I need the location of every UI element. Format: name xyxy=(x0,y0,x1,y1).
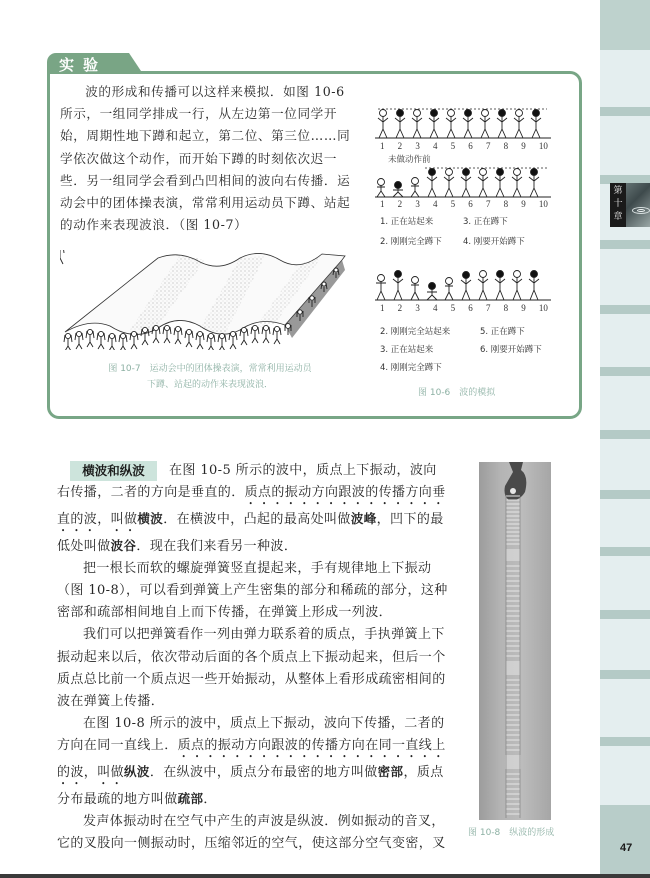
figure-number: 7 xyxy=(485,199,491,209)
experiment-text xyxy=(60,81,360,236)
figure-number: 8 xyxy=(503,199,509,209)
figure-number: 6 xyxy=(468,199,473,209)
experiment-tab-label: 实验 xyxy=(59,56,108,74)
text-run: ．在横波中，凸起的最高处叫做 xyxy=(163,512,351,528)
side-band xyxy=(600,305,650,314)
text-run: 在图 10-5 所示的波中，质点上下振动，波向右传播，二者的方向是垂直的． xyxy=(57,463,437,501)
text-run: ．在纵波中，质点分布最密的地方叫做 xyxy=(149,764,378,780)
legend-item: 5. 正在蹲下 xyxy=(480,327,525,337)
side-band xyxy=(600,490,650,499)
paragraph-longitudinal xyxy=(57,713,449,811)
legend-item: 3. 正在站起来 xyxy=(380,345,434,355)
text-run: ．现在我们来看另一种波． xyxy=(136,539,298,555)
chapter-label xyxy=(610,183,626,227)
chapter-tab xyxy=(610,183,650,227)
side-band xyxy=(600,107,650,116)
figure-number: 1 xyxy=(380,199,385,209)
legend-item: 4. 刚刚完全蹲下 xyxy=(380,363,442,373)
figure-number: 4 xyxy=(432,199,438,209)
side-band xyxy=(600,737,650,746)
figure-10-6-caption: 图 10-6 波的模拟 xyxy=(418,388,496,398)
side-band xyxy=(600,670,650,679)
paragraph-spring: 把一根长而软的螺旋弹簧竖直提起来，手有规律地上下振动（图 10-8），可以看到弹簧上产生密集的部分和稀疏的部分，这种密部和疏部相间地自上而下传播，在弹簧上形成一列波． xyxy=(57,561,448,621)
figure-number: 9 xyxy=(521,199,526,209)
side-band xyxy=(600,547,650,556)
figure-numbers-row-2 xyxy=(375,199,555,209)
text-run: ． xyxy=(203,791,217,807)
paragraph-sound-wave: 发声体振动时在空气中产生的声波是纵波．例如振动的音叉，它的叉股向一侧振动时，压缩邻近的空气，使这部分空气变密，叉 xyxy=(57,814,446,852)
figure-10-8-caption: 图 10-8 纵波的形成 xyxy=(468,828,555,838)
legend-item: 4. 刚要开始蹲下 xyxy=(463,237,525,247)
figure-number: 10 xyxy=(538,199,548,209)
legend-item: 3. 正在蹲下 xyxy=(463,217,508,227)
caption-line: 图 10-7 运动会中的团体操表演，常常利用运动员 xyxy=(108,364,312,374)
figure-number: 5 xyxy=(450,199,456,209)
figure-numbers-row-1 xyxy=(375,141,555,151)
chapter-char: 十 xyxy=(613,199,623,209)
figure-number: 5 xyxy=(450,303,456,313)
figure-number: 7 xyxy=(485,303,491,313)
experiment-tab xyxy=(47,53,129,74)
emphasized-definition: 质点的振动方向跟波的传播方向垂直的波，叫做 xyxy=(57,485,446,528)
legend-item: 2. 刚刚完全站起来 xyxy=(380,327,451,337)
figure-numbers-row-3 xyxy=(375,303,555,313)
legend-item: 2. 刚刚完全蹲下 xyxy=(380,237,442,247)
figure-number: 7 xyxy=(485,141,491,151)
term-trough: 波谷 xyxy=(110,538,137,554)
figure-number: 1 xyxy=(380,141,385,151)
figure-number: 2 xyxy=(397,303,403,313)
section-heading-badge: 横波和纵波 xyxy=(70,461,157,481)
term-longitudinal-wave: 纵波 xyxy=(124,763,150,779)
figure-number: 3 xyxy=(415,303,420,313)
side-band xyxy=(600,367,650,376)
figure-10-7-caption xyxy=(60,361,360,393)
paragraph-spring-particles: 我们可以把弹簧看作一列由弹力联系着的质点，手执弹簧上下振动起来以后，依次带动后面的各个质点上下振动起来，但后一个质点总比前一个质点迟一些开始振动，从整体上看形成疏密相间的波在弹簧上传播． xyxy=(57,627,446,709)
chapter-char: 章 xyxy=(613,212,623,222)
figure-number: 10 xyxy=(538,141,548,151)
figure-number: 4 xyxy=(432,141,438,151)
experiment-paragraph: 波的形成和传播可以这样来模拟．如图 10-6 所示，一组同学排成一行，从左边第一位同学开始，周期性地下蹲和起立，第二位、第三位……同学依次做这个动作，而开始下蹲的时刻依次迟一些．另一组同学会看到凸凹相间的波向右传播．运动会中的团体操表演，常常利用运动员下蹲、站起的动作来表现波浪．（图 10-7） xyxy=(60,84,351,233)
row-1-label: 未做动作前 xyxy=(388,155,431,165)
side-band xyxy=(600,610,650,619)
figure-10-8-spring-photo xyxy=(479,462,551,820)
side-band xyxy=(600,430,650,439)
figure-number: 6 xyxy=(468,303,473,313)
bottom-edge xyxy=(0,874,650,878)
figure-number: 4 xyxy=(432,303,438,313)
term-crest: 波峰 xyxy=(350,511,377,527)
side-strip xyxy=(600,0,650,878)
text-run: ，质点分布最疏的地方叫做 xyxy=(57,764,444,807)
side-band xyxy=(600,240,650,249)
figure-number: 5 xyxy=(450,141,456,151)
figure-number: 8 xyxy=(503,303,509,313)
term-transverse-wave: 横波 xyxy=(137,511,164,527)
figure-10-7-wave-performance xyxy=(60,250,360,350)
figure-number: 9 xyxy=(521,141,526,151)
figure-number: 3 xyxy=(415,199,420,209)
stick-figures-row-3 xyxy=(375,267,555,301)
legend-item: 1. 正在站起来 xyxy=(380,217,434,227)
paragraph-transverse xyxy=(57,460,449,558)
emphasized-definition: 质点的振动方向跟波的传播方向在同一直线上的波，叫做 xyxy=(57,737,446,780)
text-run: 在图 10-8 所示的波中，质点上下振动，波向下传播，二者的方向在同一直线上． xyxy=(57,715,445,753)
figure-number: 2 xyxy=(397,199,403,209)
figure-number: 1 xyxy=(380,303,385,313)
figure-number: 3 xyxy=(415,141,420,151)
legend-item: 6. 刚要开始蹲下 xyxy=(480,345,542,355)
figure-number: 8 xyxy=(503,141,509,151)
term-rarefaction: 疏部 xyxy=(177,790,204,806)
text-run: ，凹下的最低处叫做 xyxy=(57,512,444,555)
side-strip-top-band xyxy=(600,0,650,50)
caption-line: 下蹲、站起的动作来表现波浪． xyxy=(146,380,273,390)
stick-figures-row-2 xyxy=(375,162,555,198)
main-body-text xyxy=(57,460,449,855)
water-ripple-icon xyxy=(637,209,645,212)
figure-number: 10 xyxy=(538,303,548,313)
page-number: 47 xyxy=(620,842,633,854)
figure-number: 2 xyxy=(397,141,403,151)
chapter-char: 第 xyxy=(613,186,623,196)
figure-number: 9 xyxy=(521,303,526,313)
figure-number: 6 xyxy=(468,141,473,151)
term-compression: 密部 xyxy=(377,763,404,779)
stick-figures-row-1 xyxy=(375,105,555,139)
